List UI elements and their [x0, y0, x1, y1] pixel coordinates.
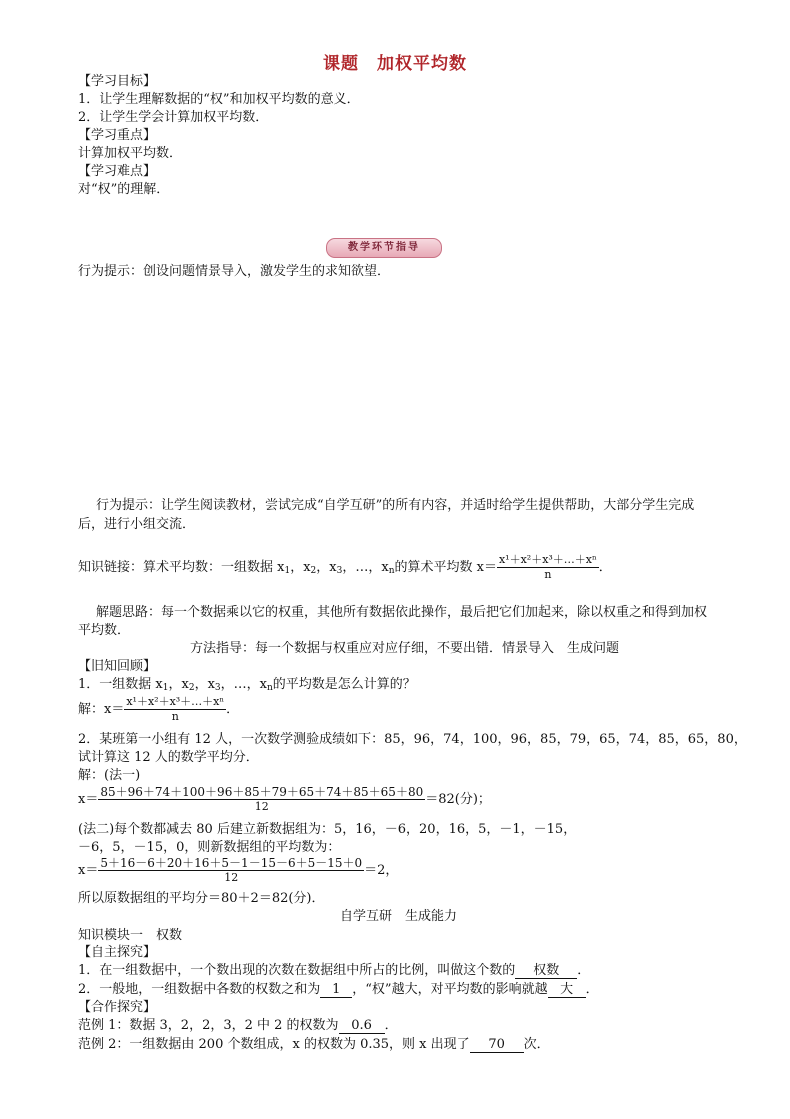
answer-blank-example-2: 70 — [470, 1037, 524, 1053]
solution-method-2: x＝ $\frac{5+16-6+20+16+5-1-15-6+5-15+0}{12}$ ＝2， — [78, 856, 399, 884]
objectives-header: 【学习目标】 — [78, 74, 157, 89]
example-2-text: 范例 2：一组数据由 200 个数组成，x 的权数为 0.35，则 x 出现了 — [78, 1037, 470, 1052]
hint-2-line-2: 后，进行小组交流． — [78, 517, 196, 532]
mean-fraction-denominator: n — [544, 568, 552, 581]
keypoint-text: 计算加权平均数． — [78, 146, 183, 161]
solution-2-line-2: －6，5，－15，0，则新数据组的平均数为： — [78, 840, 341, 855]
solution-2-conclusion: 所以原数据组的平均分＝80＋2＝82(分)． — [78, 891, 325, 906]
link-text: 知识链接：算术平均数：一组数据 x — [78, 560, 285, 575]
title-right: 加权平均数 — [377, 54, 467, 74]
answer-blank-example-1: 0.6 — [339, 1018, 385, 1034]
hint-1: 行为提示：创设问题情景导入，激发学生的求知欲望． — [78, 264, 391, 279]
module-1-title: 知识模块一 权数 — [78, 928, 183, 943]
self-explore-2-text: 2．一般地，一组数据中各数的权数之和为 — [78, 982, 321, 997]
method-guide: 方法指导：每一个数据与权重应对应仔细，不要出错．情景导入 生成问题 — [190, 641, 620, 656]
title-left: 课题 — [323, 54, 359, 74]
example-1-text: 范例 1：数据 3，2，2，3，2 中 2 的权数为 — [78, 1018, 339, 1033]
keypoint-header: 【学习重点】 — [78, 128, 157, 143]
hint-2-line-1: 行为提示：让学生阅读教材，尝试完成“自学互研”的所有内容，并适时给学生提供帮助，大部分学生完成 — [96, 498, 695, 513]
solution-2-denominator: 12 — [224, 871, 239, 884]
section-self-study: 自学互研 生成能力 — [340, 909, 458, 924]
solution-1-numerator: 85＋96＋74＋100＋96＋85＋79＋65＋74＋85＋65＋80 — [100, 785, 424, 799]
question-2-line-1: 2．某班第一小组有 12 人，一次数学测验成绩如下：85，96，74，100，96，85，79，65，74，85，65，80， — [78, 732, 747, 747]
solution-1-denominator: 12 — [254, 800, 269, 813]
self-explore-1: 1．在一组数据中，一个数出现的次数在数据组中所占的比例，叫做这个数的 权数 ． — [78, 963, 591, 978]
solution-1-result: ＝82(分)； — [425, 792, 491, 807]
solution-2-fraction — [98, 856, 364, 885]
mean-fraction-numerator: x¹＋x²＋x³＋…＋xⁿ — [498, 553, 597, 566]
answer-1: 解：x＝ $\frac{\text{x¹＋x²＋x³＋…＋xⁿ}}{n}$ ． — [78, 695, 240, 723]
self-explore-2-mid: ，“权”越大，对平均数的影响就越 — [352, 982, 548, 997]
idea-line-2: 平均数． — [78, 623, 131, 638]
question-1: 1．一组数据 $x_1$，$x_2$，$x_3$，…，$x_n$的平均数是怎么计算的？ — [78, 677, 416, 693]
knowledge-link: 知识链接：算术平均数：一组数据 $x_1$，$x_2$，$x_3$，…，$x_n$的算术平均数 x＝ $\frac{\text{x¹＋x²＋x³＋…＋xⁿ}}{n}$ ． — [78, 553, 612, 581]
answer-blank-sum: 1 — [320, 982, 352, 998]
solution-2-result: ＝2， — [364, 863, 399, 878]
idea-line-1: 解题思路：每一个数据乘以它的权重，其他所有数据依此操作，最后把它们加起来，除以权重之和得到加权 — [96, 605, 708, 620]
answer-1-fraction — [124, 695, 226, 724]
teaching-guide-badge: 教学环节指导 — [326, 238, 442, 258]
page-title — [0, 49, 790, 74]
answer-1-label: 解：x＝ — [78, 702, 125, 717]
example-2-tail: 次． — [523, 1037, 550, 1052]
review-header: 【旧知回顾】 — [78, 659, 157, 674]
answer-1-numerator: x¹＋x²＋x³＋…＋xⁿ — [126, 695, 225, 708]
solution-method-1: x＝ $\frac{85+96+74+100+96+85+79+65+74+85+65+80}{12}$ ＝82(分)； — [78, 785, 491, 813]
self-explore-header: 【自主探究】 — [78, 945, 157, 960]
cooperation-header: 【合作探究】 — [78, 1000, 157, 1015]
question-2-line-2: 试计算这 12 人的数学平均分． — [78, 750, 259, 765]
solution-2-line-1: (法二)每个数都减去 80 后建立新数据组为：5，16，－6，20，16，5，－1，－15， — [78, 822, 577, 837]
difficulty-text: 对“权”的理解． — [78, 182, 170, 197]
self-explore-1-text: 1．在一组数据中，一个数出现的次数在数据组中所占的比例，叫做这个数的 — [78, 963, 516, 978]
mean-fraction — [497, 553, 599, 582]
question-1-text: 1．一组数据 x — [78, 677, 163, 692]
difficulty-header: 【学习难点】 — [78, 164, 157, 179]
objective-2: 2．让学生学会计算加权平均数． — [78, 110, 269, 125]
example-1: 范例 1：数据 3，2，2，3，2 中 2 的权数为 0.6 ． — [78, 1018, 398, 1033]
answer-blank-influence: 大 — [548, 982, 586, 998]
link-text-mid: 的算术平均数 x＝ — [394, 560, 497, 575]
solution-label: 解：(法一) — [78, 768, 141, 783]
self-explore-2: 2．一般地，一组数据中各数的权数之和为 1 ，“权”越大，对平均数的影响就越 大 ． — [78, 982, 599, 997]
solution-2-numerator: 5＋16－6＋20＋16＋5－1－15－6＋5－15＋0 — [100, 856, 363, 870]
answer-1-denominator: n — [171, 710, 179, 723]
solution-1-fraction — [98, 785, 425, 814]
objective-1: 1．让学生理解数据的“权”和加权平均数的意义． — [78, 92, 360, 107]
question-1-tail: 的平均数是怎么计算的？ — [272, 677, 416, 692]
answer-blank-weight: 权数 — [515, 963, 577, 979]
example-2 — [78, 1036, 550, 1054]
